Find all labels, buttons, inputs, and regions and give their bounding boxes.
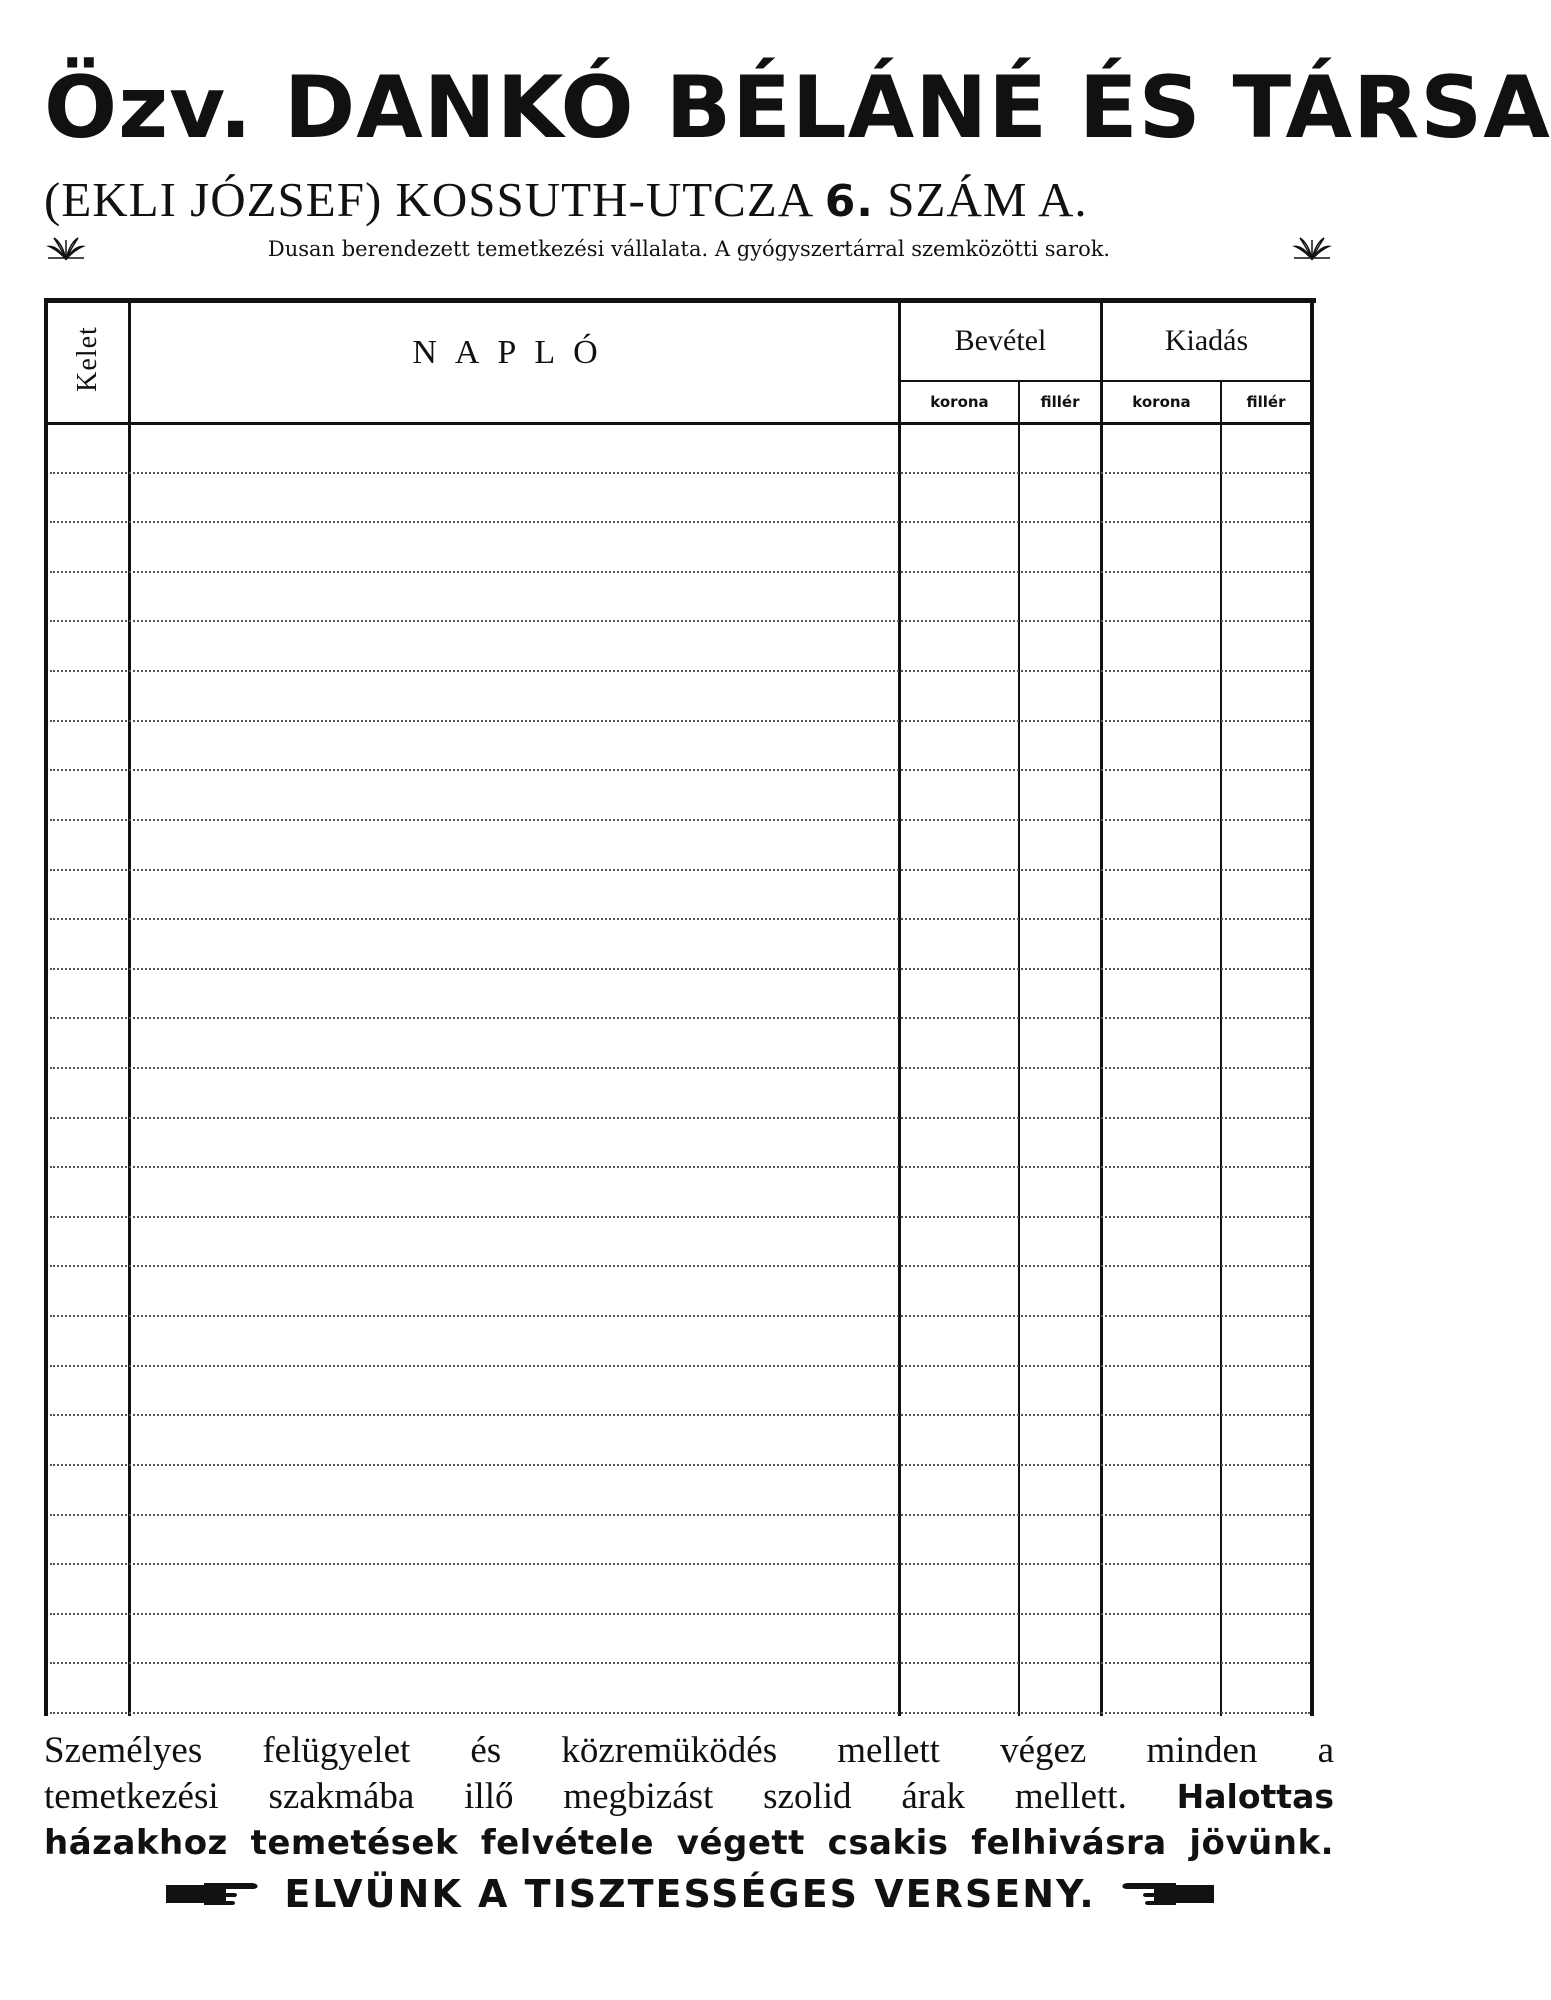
column-header-expense: Kiadás	[1164, 324, 1249, 357]
ledger-row-line	[50, 1464, 1310, 1466]
footer-text	[44, 1728, 1334, 1866]
ledger-row-line	[50, 1365, 1310, 1367]
income-filler-header: fillér	[1040, 393, 1080, 411]
ledger-border-left	[44, 298, 48, 1716]
company-title: Özv. DANKÓ BÉLÁNÉ ÉS TÁRSA	[44, 58, 1551, 158]
expense-header-rule	[1103, 380, 1310, 382]
company-tagline	[44, 236, 1334, 262]
pointing-hand-icon	[1116, 1877, 1216, 1911]
ledger-row-line	[50, 1514, 1310, 1516]
ledger-row-line	[50, 769, 1310, 771]
ledger-row-line	[50, 472, 1310, 474]
motto-text: ELVÜNK A TISZTESSÉGES VERSENY.	[284, 1872, 1096, 1916]
ledger-row-line	[50, 670, 1310, 672]
column-header-date	[48, 308, 128, 410]
ledger-row-line	[50, 1712, 1310, 1714]
ledger-row-line	[50, 1117, 1310, 1119]
ledger-row-line	[50, 1017, 1310, 1019]
ledger-divider-journal	[898, 298, 901, 1716]
motto	[180, 1872, 1200, 1916]
ledger-row-line	[50, 1166, 1310, 1168]
ledger-row-line	[50, 869, 1310, 871]
ledger-row-line	[50, 1067, 1310, 1069]
ledger-top-rule	[44, 298, 1316, 303]
ledger-border-right	[1310, 298, 1314, 1716]
floral-ornament-icon	[44, 236, 88, 262]
footer-line-2	[44, 1774, 1334, 1820]
ledger-row-line	[50, 1662, 1310, 1664]
ledger-row-line	[50, 1315, 1310, 1317]
column-header-income: Bevétel	[954, 324, 1047, 357]
expense-filler-header: fillér	[1246, 393, 1286, 411]
footer-line-1: Személyes felügyelet és közremüködés mellett végez minden a	[44, 1730, 1334, 1771]
column-header-date-label: Kelet	[71, 326, 103, 392]
tagline-text: Dusan berendezett temetkezési vállalata. A gyógyszertárral szemközötti sarok.	[267, 237, 1111, 261]
ledger-row-line	[50, 571, 1310, 573]
floral-ornament-icon	[1290, 236, 1334, 262]
header-bottom-rule	[44, 422, 1314, 425]
ledger-row-line	[50, 1265, 1310, 1267]
income-korona-header: korona	[930, 393, 989, 411]
address-number: 6.	[824, 176, 875, 227]
expense-korona-header: korona	[1132, 393, 1191, 411]
footer-line-2-normal: temetkezési szakmába illő megbizást szolid árak mellett.	[44, 1776, 1127, 1817]
company-address	[44, 170, 1334, 232]
ledger-table	[44, 298, 1316, 1716]
pointing-hand-icon	[164, 1877, 264, 1911]
ledger-row-line	[50, 819, 1310, 821]
ledger-row-line	[50, 1563, 1310, 1565]
ledger-row-line	[50, 620, 1310, 622]
ledger-row-line	[50, 521, 1310, 523]
ledger-row-line	[50, 918, 1310, 920]
ledger-divider-expense-sub	[1220, 380, 1222, 1716]
address-prefix: (EKLI JÓZSEF) KOSSUTH-UTCZA	[44, 172, 825, 227]
ledger-divider-income-sub	[1018, 380, 1020, 1716]
ledger-divider-income	[1100, 298, 1103, 1716]
ledger-row-line	[50, 1216, 1310, 1218]
footer-line-2-bold: Halottas	[1176, 1777, 1334, 1816]
ledger-row-line	[50, 1414, 1310, 1416]
income-header-rule	[901, 380, 1100, 382]
ledger-divider-date	[128, 298, 131, 1716]
column-header-journal: NAPLÓ	[412, 334, 616, 371]
footer-line-3: házakhoz temetések felvétele végett csakis felhivásra jövünk.	[44, 1823, 1334, 1863]
address-suffix: SZÁM A.	[874, 172, 1088, 227]
ledger-row-line	[50, 720, 1310, 722]
ledger-row-line	[50, 1613, 1310, 1615]
ledger-row-line	[50, 968, 1310, 970]
